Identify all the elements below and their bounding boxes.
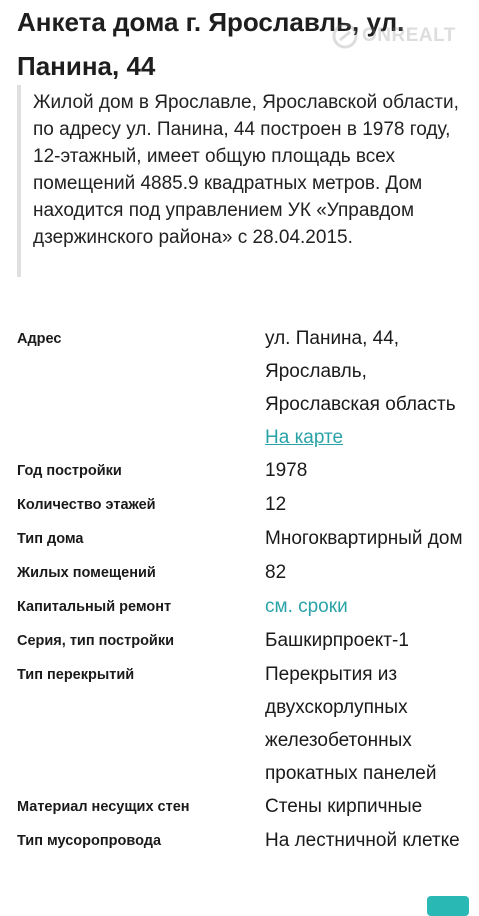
series-value: Башкирпроект-1 bbox=[265, 630, 409, 651]
year-label: Год постройки bbox=[17, 463, 122, 479]
watermark-text: ONREALT bbox=[362, 25, 456, 46]
walls-value: Стены кирпичные bbox=[265, 796, 423, 817]
logo-icon bbox=[332, 23, 358, 49]
garbage-label: Тип мусоропровода bbox=[17, 833, 162, 849]
row-apartments bbox=[17, 556, 479, 590]
address-value bbox=[265, 322, 470, 454]
row-floor-type bbox=[17, 658, 479, 790]
house-description: Жилой дом в Ярославле, Ярославской области, по адресу ул. Панина, 44 построен в 1978 году, 12-этажный, имеет общую площадь всех помещений 4885.9 квадратных метров. Дом находится под управлением УК «Управдом дзержинского района» с 28.04.2015. bbox=[17, 85, 464, 277]
row-walls bbox=[17, 790, 479, 824]
row-repair bbox=[17, 590, 479, 624]
row-floors bbox=[17, 488, 479, 522]
house-type-label: Тип дома bbox=[17, 531, 84, 547]
repair-label: Капитальный ремонт bbox=[17, 599, 172, 615]
repair-terms-link[interactable]: см. сроки bbox=[265, 596, 348, 617]
floors-value: 12 bbox=[265, 494, 287, 515]
page-title: Анкета дома г. Ярославль, ул. Панина, 44 bbox=[17, 7, 405, 81]
row-series bbox=[17, 624, 479, 658]
scroll-top-button[interactable] bbox=[427, 896, 469, 916]
apartments-label: Жилых помещений bbox=[17, 565, 156, 581]
row-address bbox=[17, 322, 479, 454]
series-label: Серия, тип постройки bbox=[17, 633, 175, 649]
apartments-value: 82 bbox=[265, 562, 287, 583]
walls-label: Материал несущих стен bbox=[17, 799, 190, 815]
floors-label: Количество этажей bbox=[17, 497, 156, 513]
onrealt-watermark bbox=[332, 22, 472, 50]
address-text: ул. Панина, 44, Ярославль, Ярославская область bbox=[265, 328, 456, 415]
floor-type-value: Перекрытия из двухскорлупных железобетонных прокатных панелей bbox=[265, 664, 437, 784]
garbage-value: На лестничной клетке bbox=[265, 830, 460, 851]
property-table bbox=[17, 322, 479, 858]
row-house-type bbox=[17, 522, 479, 556]
row-garbage bbox=[17, 824, 479, 858]
year-value: 1978 bbox=[265, 460, 308, 481]
floor-type-label: Тип перекрытий bbox=[17, 667, 135, 683]
row-year bbox=[17, 454, 479, 488]
address-label: Адрес bbox=[17, 331, 62, 347]
map-link[interactable]: На карте bbox=[265, 427, 344, 448]
house-type-value: Многоквартирный дом bbox=[265, 528, 463, 549]
